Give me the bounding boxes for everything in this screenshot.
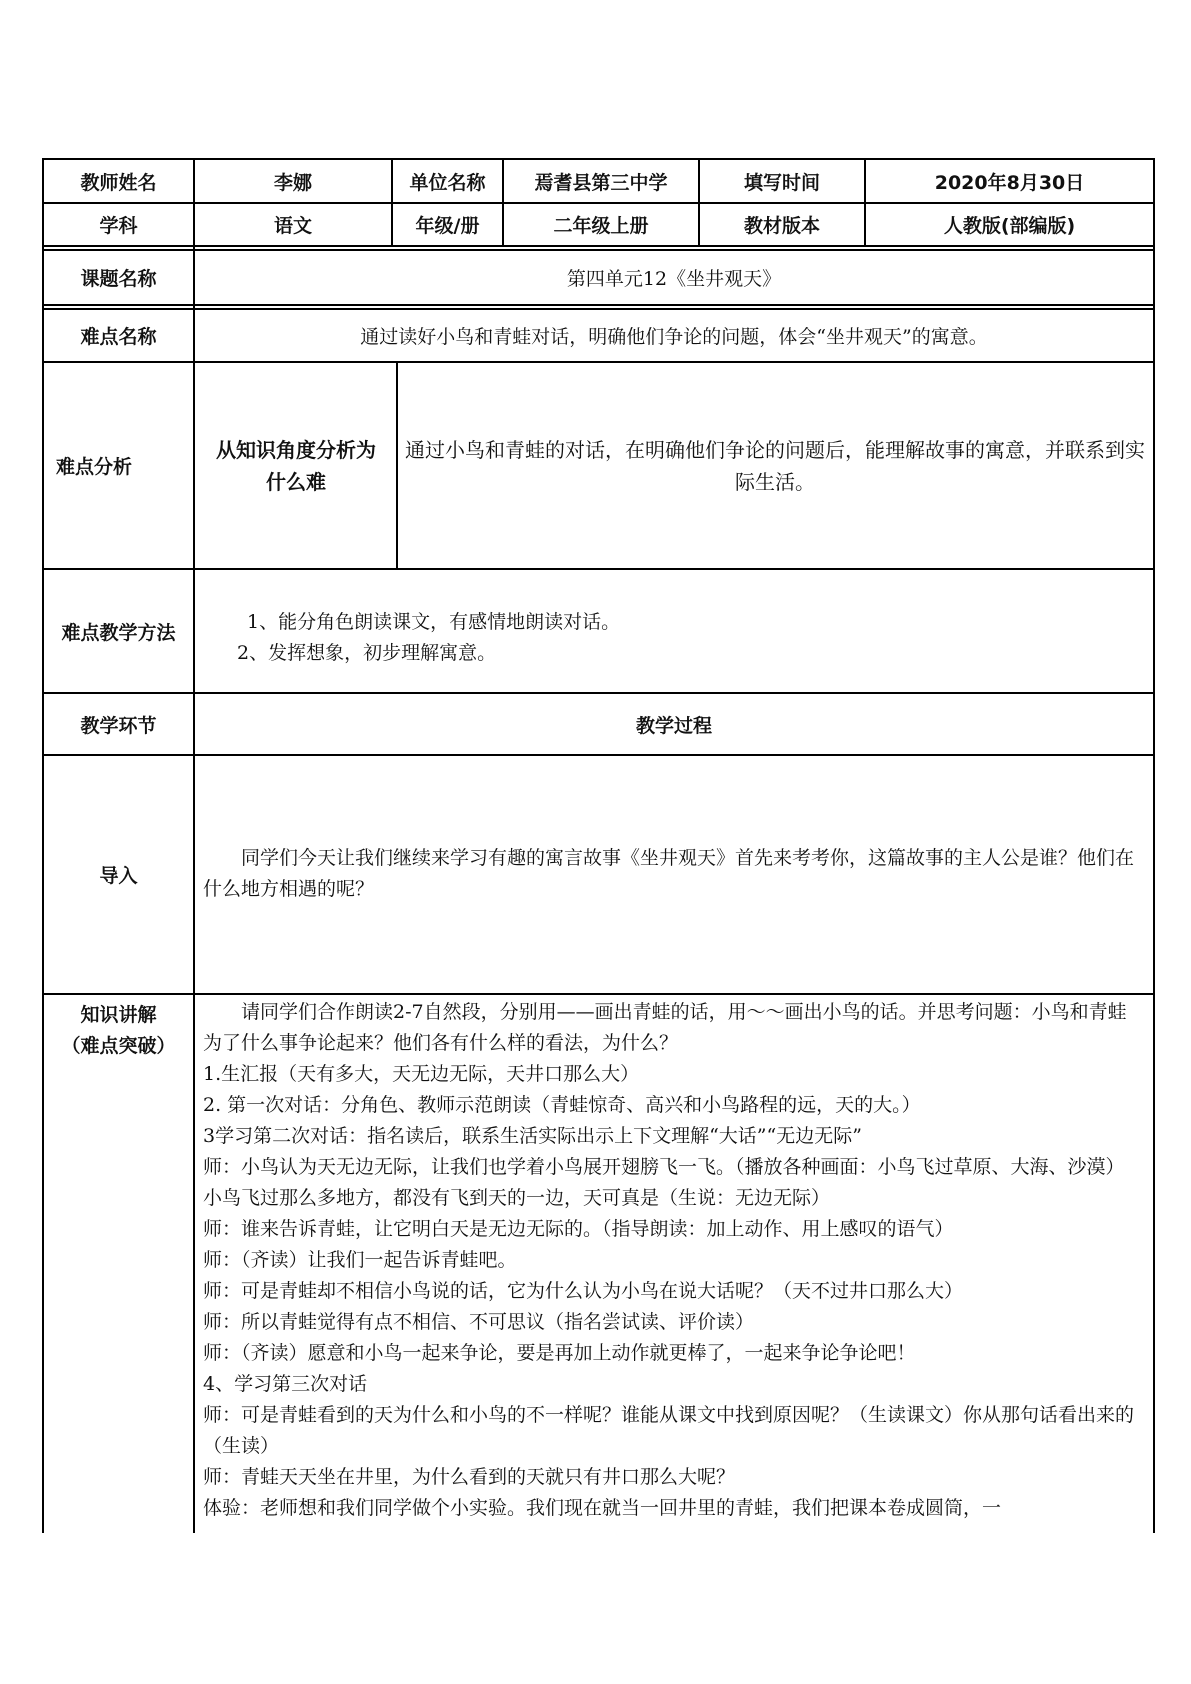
knowledge-label-line2: （难点突破）	[61, 1034, 176, 1057]
knowledge-paragraph: 师：可是青蛙却不相信小鸟说的话，它为什么认为小鸟在说大话呢？（天不过井口那么大）	[203, 1280, 964, 1302]
table-rule	[42, 754, 1155, 756]
difficulty-value: 通过读好小鸟和青蛙对话，明确他们争论的问题，体会“坐井观天”的寓意。	[360, 326, 988, 348]
knowledge-label-line1: 知识讲解	[80, 1003, 157, 1026]
date-label: 填写时间	[743, 171, 820, 194]
topic-label: 课题名称	[80, 268, 157, 290]
knowledge-content	[203, 997, 1143, 1524]
intro-text: 同学们今天让我们继续来学习有趣的寓言故事《坐井观天》首先来考考你，这篇故事的主人公是谁？他们在什么地方相遇的呢？	[203, 847, 1135, 900]
knowledge-paragraph: 请同学们合作朗读2-7自然段，分别用——画出青蛙的话，用～～画出小鸟的话。并思考问题：小鸟和青蛙为了什么事争论起来？他们各有什么样的看法，为什么？	[203, 1001, 1127, 1054]
stage-label: 教学环节	[80, 714, 157, 737]
table-rule	[42, 993, 1155, 995]
process-label: 教学过程	[635, 714, 712, 737]
knowledge-paragraph: 体验：老师想和我们同学做个小实验。我们现在就当一回井里的青蛙，我们把课本卷成圆筒，一	[203, 1497, 1002, 1519]
edition: 人教版(部编版)	[943, 215, 1076, 237]
knowledge-paragraph: 师：青蛙天天坐在井里，为什么看到的天就只有井口那么大呢？	[203, 1466, 736, 1488]
fill-date: 2020年8月30日	[934, 171, 1085, 194]
grade: 二年级上册	[553, 215, 649, 237]
knowledge-paragraph: 1.生汇报（天有多大，天无边无际，天井口那么大）	[203, 1063, 640, 1085]
subject: 语文	[273, 215, 312, 237]
edition-label: 教材版本	[743, 215, 820, 237]
knowledge-paragraph: 师：可是青蛙看到的天为什么和小鸟的不一样呢？谁能从课文中找到原因呢？（生读课文）你从那句话看出来的（生读）	[203, 1404, 1135, 1457]
knowledge-paragraph: 师：谁来告诉青蛙，让它明白天是无边无际的。（指导朗读：加上动作、用上感叹的语气）	[203, 1218, 954, 1240]
knowledge-paragraph: 3学习第二次对话：指名读后，联系生活实际出示上下文理解“大话”“无边无际”	[203, 1125, 862, 1147]
difficulty-label: 难点名称	[80, 326, 157, 348]
method-line-1: 1、能分角色朗读课文，有感情地朗读对话。	[247, 611, 621, 633]
knowledge-paragraph: 2. 第一次对话：分角色、教师示范朗读（青蛙惊奇、高兴和小鸟路程的远，天的大。）	[203, 1094, 921, 1116]
table-rule	[42, 304, 1155, 306]
grade-label: 年级/册	[415, 215, 480, 237]
knowledge-paragraph: 师：小鸟认为天无边无际，让我们也学着小鸟展开翅膀飞一飞。（播放各种画面：小鸟飞过草原、大海、沙漠）小鸟飞过那么多地方，都没有飞到天的一边，天可真是（生说：无边无际）	[203, 1156, 1125, 1209]
table-border-right	[1153, 158, 1155, 1533]
subject-label: 学科	[99, 215, 138, 237]
unit-name: 焉耆县第三中学	[534, 171, 668, 194]
table-rule	[42, 568, 1155, 570]
knowledge-paragraph: 师：所以青蛙觉得有点不相信、不可思议（指名尝试读、评价读）	[203, 1311, 755, 1333]
table-col-divider	[193, 158, 195, 1533]
teacher-name-label: 教师姓名	[80, 171, 157, 194]
table-col-divider	[396, 361, 398, 570]
knowledge-paragraph: 师：（齐读）愿意和小鸟一起来争论，要是再加上动作就更棒了，一起来争论争论吧！	[203, 1342, 916, 1364]
method-label: 难点教学方法	[61, 621, 176, 644]
analysis-value: 通过小鸟和青蛙的对话，在明确他们争论的问题后，能理解故事的寓意，并联系到实际生活。	[405, 437, 1145, 494]
unit-label: 单位名称	[409, 171, 486, 194]
analysis-sub-label: 从知识角度分析为什么难	[216, 437, 376, 494]
intro-label: 导入	[99, 865, 138, 887]
knowledge-paragraph: 师：（齐读）让我们一起告诉青蛙吧。	[203, 1249, 517, 1271]
topic-value: 第四单元12《坐井观天》	[566, 268, 782, 290]
method-line-2: 2、发挥想象，初步理解寓意。	[237, 642, 497, 664]
knowledge-paragraph: 4、学习第三次对话	[203, 1373, 368, 1395]
analysis-label: 难点分析	[56, 456, 133, 478]
teacher-name: 李娜	[273, 171, 312, 194]
table-rule	[42, 245, 1155, 247]
